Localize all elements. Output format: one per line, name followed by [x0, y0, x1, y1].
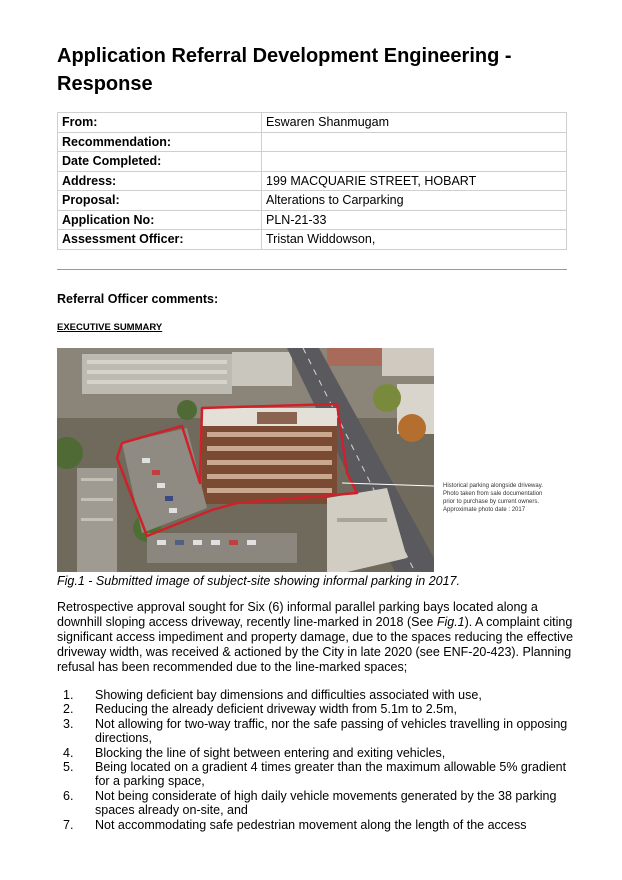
table-row: [58, 210, 567, 230]
aerial-site-photo: [57, 348, 434, 572]
row-label: Assessment Officer:: [58, 230, 262, 250]
list-text: spaces already on-site, and: [95, 803, 248, 818]
list-item: [57, 717, 572, 746]
paragraph-text: ). A complaint citing: [464, 615, 573, 629]
list-item: [57, 789, 572, 818]
photo-note-line: prior to purchase by current owners.: [443, 499, 540, 505]
row-value: 199 MACQUARIE STREET, HOBART: [262, 171, 567, 191]
executive-summary-heading: EXECUTIVE SUMMARY: [57, 322, 163, 333]
list-number: 7.: [63, 817, 74, 832]
row-value: Eswaren Shanmugam: [262, 113, 567, 133]
list-text: for a parking space,: [95, 774, 205, 789]
photo-annotation: [443, 482, 573, 514]
application-details-table: [57, 112, 567, 250]
title-line-2: Response: [57, 73, 153, 95]
list-item: [57, 688, 572, 702]
list-number: 5.: [63, 760, 74, 775]
photo-note-line: Approximate photo date : 2017: [443, 507, 526, 513]
caption-text: - Submitted image of subject-site showing informal parking in 2017.: [84, 574, 460, 588]
caption-figure-ref: Fig.1: [57, 574, 85, 588]
list-text: Not being considerate of high daily vehicle movements generated by the 38 parking: [95, 788, 557, 803]
row-value: [262, 132, 567, 152]
list-item: [57, 746, 572, 760]
list-number: 1.: [63, 688, 74, 702]
row-label: Date Completed:: [58, 152, 262, 172]
paragraph-line: driveway width, was received & actioned by the City in late 2020 (see ENF-20-423). Planning: [57, 645, 572, 659]
paragraph-line: Retrospective approval sought for Six (6) informal parallel parking bays located along a: [57, 600, 538, 614]
table-row: [58, 230, 567, 250]
list-text: Being located on a gradient 4 times greater than the maximum allowable 5% gradient: [95, 760, 567, 775]
table-row: [58, 113, 567, 133]
row-value: Alterations to Carparking: [262, 191, 567, 211]
figure-ref: Fig.1: [436, 615, 465, 629]
list-number: 6.: [63, 788, 74, 803]
paragraph-line: significant access impediment and property damage, due to the spaces reducing the effective: [57, 630, 574, 644]
list-item: [57, 818, 572, 832]
photo-note-line: Photo taken from sale documentation: [443, 491, 543, 497]
summary-paragraph: [57, 600, 572, 675]
refusal-reasons-list: [57, 688, 572, 832]
list-text: Showing deficient bay dimensions and difficulties associated with use,: [95, 688, 482, 702]
list-text: directions,: [95, 731, 152, 746]
row-label: Recommendation:: [58, 132, 262, 152]
table-row: [58, 132, 567, 152]
table-row: [58, 171, 567, 191]
row-value: PLN-21-33: [262, 210, 567, 230]
row-value: Tristan Widdowson,: [262, 230, 567, 250]
list-item: [57, 760, 572, 789]
row-label: Proposal:: [58, 191, 262, 211]
list-number: 4.: [63, 745, 74, 760]
paragraph-line: [57, 615, 572, 630]
list-text: Reducing the already deficient driveway width from 5.1m to 2.5m,: [95, 702, 457, 717]
section-heading: Referral Officer comments:: [57, 292, 219, 306]
table-row: [58, 191, 567, 211]
title-line-1: Application Referral Development Engineering -: [57, 45, 512, 67]
row-label: Address:: [58, 171, 262, 191]
row-label: From:: [58, 113, 262, 133]
row-label: Application No:: [58, 210, 262, 230]
paragraph-text: downhill sloping access driveway, recently line-marked in 2018 (See: [57, 615, 437, 629]
table-row: [58, 152, 567, 172]
list-text: Not allowing for two-way traffic, nor the safe passing of vehicles travelling in opposing: [95, 716, 568, 731]
list-text: Blocking the line of sight between entering and exiting vehicles,: [95, 745, 446, 760]
row-value: [262, 152, 567, 172]
list-number: 2.: [63, 702, 74, 717]
list-text: Not accommodating safe pedestrian movement along the length of the access: [95, 817, 527, 832]
list-number: 3.: [63, 716, 74, 731]
paragraph-line: refusal has been recommended due to the line-marked spaces;: [57, 660, 408, 674]
page-title: [57, 42, 577, 98]
section-divider: [57, 269, 567, 270]
photo-note-line: Historical parking alongside driveway.: [443, 483, 543, 489]
list-item: [57, 702, 572, 716]
figure-caption: [57, 574, 460, 588]
